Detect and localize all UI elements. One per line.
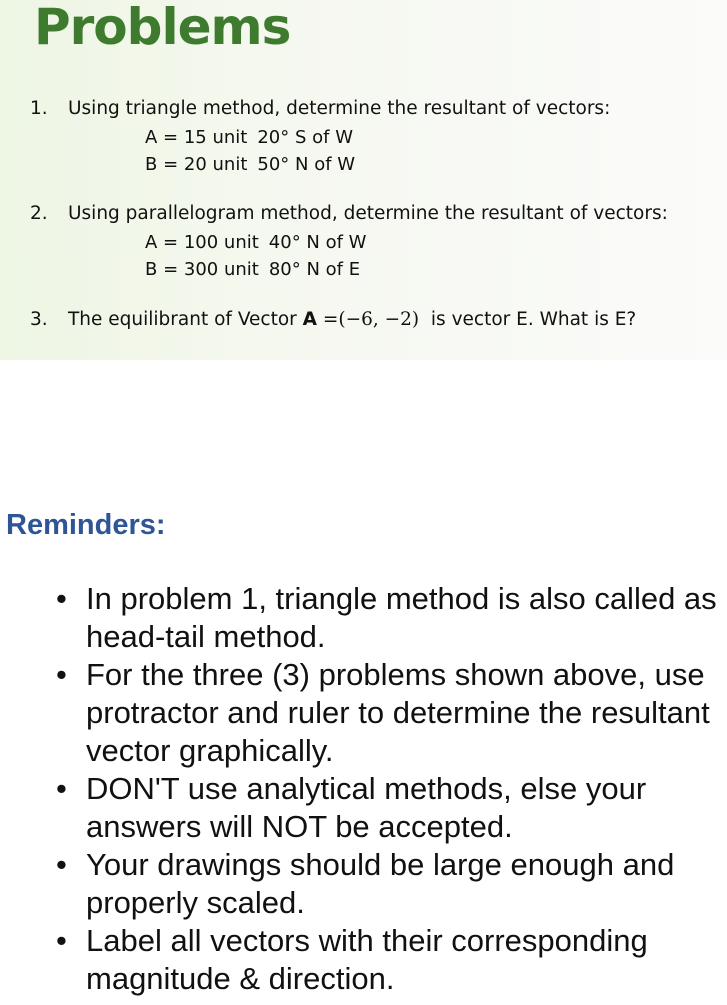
vector-direction: 20° S of W (257, 127, 353, 148)
reminder-text: Your drawings should be large enough and properly scaled. (86, 847, 675, 920)
vector-magnitude: B = 20 unit (145, 154, 248, 175)
bullet: • (56, 923, 67, 958)
reminder-text: DON'T use analytical methods, else your answers will NOT be accepted. (86, 771, 647, 844)
vector-magnitude: B = 300 unit (145, 259, 259, 280)
reminder-text: For the three (3) problems shown above, use protractor and ruler to determine the resultant vector graphically. (86, 657, 710, 768)
problem-number: 2. (30, 203, 48, 224)
problem-1 (30, 98, 610, 119)
vector-line (145, 259, 360, 280)
vector-components: (−6, −2) (338, 309, 420, 330)
bullet: • (56, 657, 67, 692)
reminder-text: Label all vectors with their corresponding magnitude & direction. (86, 923, 648, 996)
reminder-item (52, 770, 727, 846)
reminder-item (52, 580, 727, 656)
vector-line (145, 127, 353, 148)
vector-direction: 40° N of W (268, 232, 367, 253)
problem-text: The equilibrant of Vector (68, 309, 297, 330)
vector-direction: 50° N of W (257, 154, 356, 175)
bullet: • (56, 847, 67, 882)
problem-3 (30, 309, 636, 330)
reminder-item (52, 656, 727, 770)
problem-text: Using triangle method, determine the resultant of vectors: (68, 98, 611, 119)
problem-text: Using parallelogram method, determine the resultant of vectors: (68, 203, 668, 224)
vector-line (145, 154, 355, 175)
problem-number: 1. (30, 98, 48, 119)
bullet: • (56, 771, 67, 806)
reminders-list (52, 580, 727, 998)
problem-number: 3. (30, 309, 48, 330)
vector-label: A (302, 309, 317, 330)
problem-question: is vector E. What is E? (430, 309, 637, 330)
vector-direction: 80° N of E (268, 259, 361, 280)
reminder-item (52, 846, 727, 922)
problems-slide (0, 0, 727, 360)
equals-sign: = (317, 309, 339, 330)
slide-title: Problems (34, 0, 291, 56)
vector-magnitude: A = 100 unit (145, 232, 259, 253)
problem-2 (30, 203, 668, 224)
reminder-text: In problem 1, triangle method is also called as head-tail method. (86, 581, 717, 654)
vector-line (145, 232, 366, 253)
reminders-title: Reminders: (6, 509, 166, 541)
bullet: • (56, 581, 67, 616)
reminder-item (52, 922, 727, 998)
vector-magnitude: A = 15 unit (145, 127, 248, 148)
